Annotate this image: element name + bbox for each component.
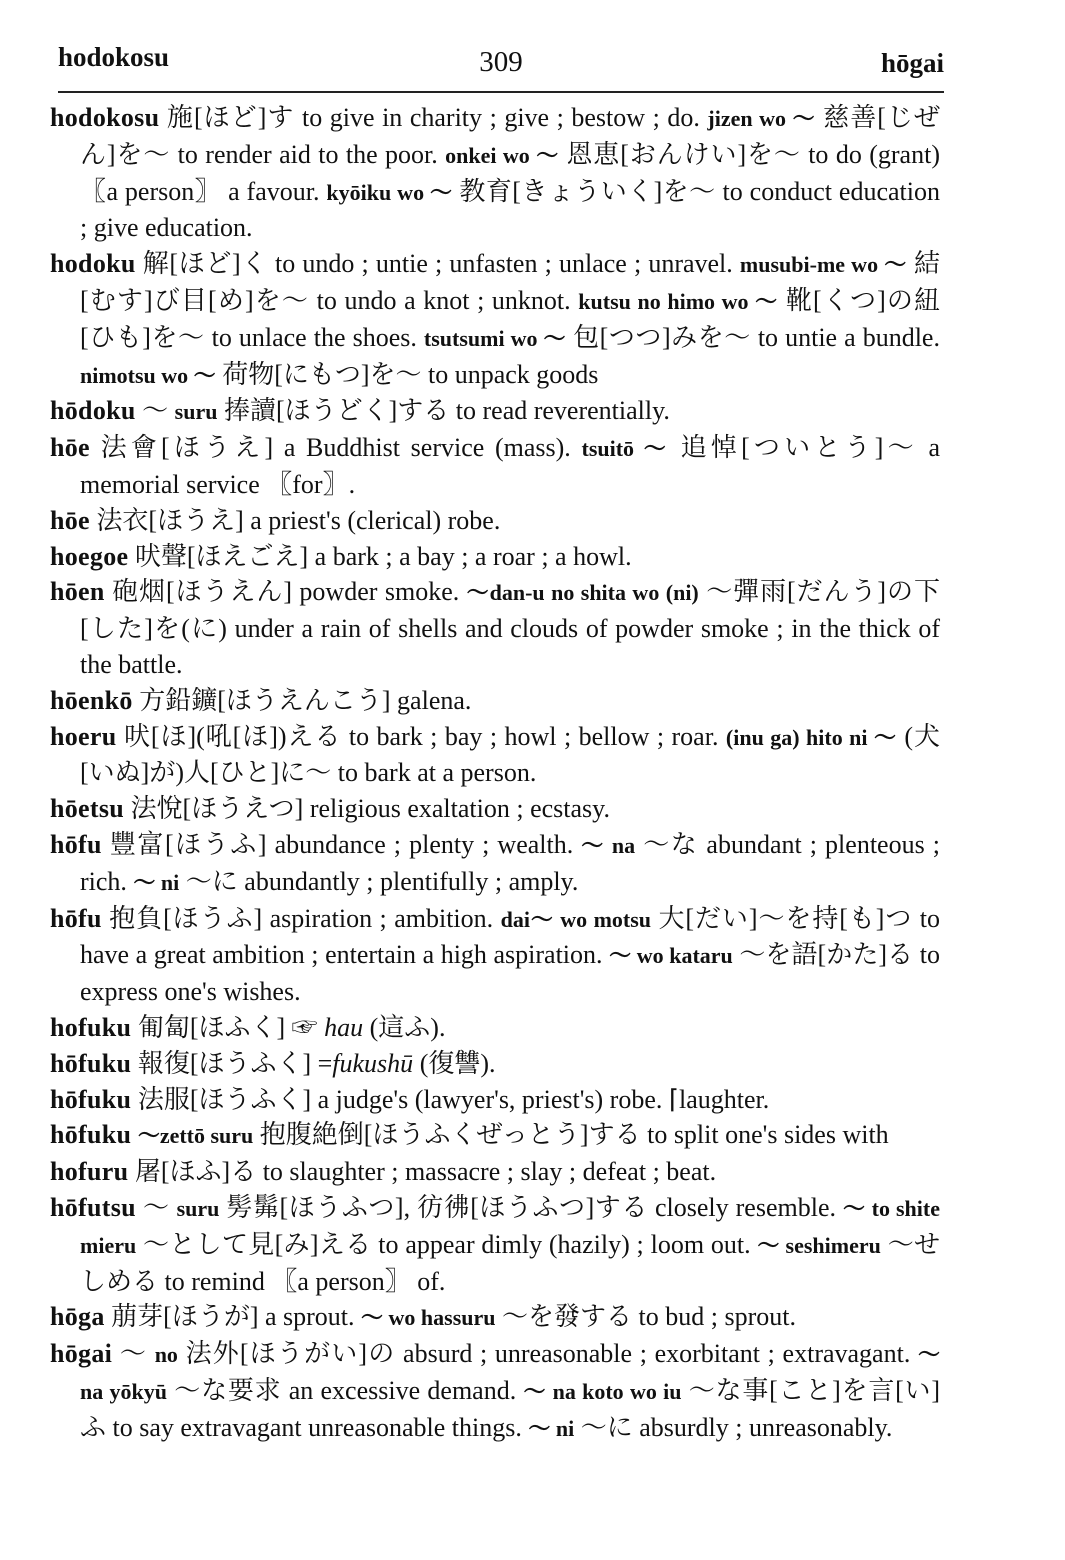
definition-text: 教育[きょういく]を～ to conduct education ; give education. [80, 176, 940, 243]
definition-text: 豐富[ほうふ] abundance ; plenty ; wealth. [101, 829, 582, 859]
romanized-phrase: ～ ni [528, 1415, 575, 1441]
romanized-phrase: onkei wo ～ [445, 142, 560, 168]
definition-text: 報復[ほうふく] = [131, 1048, 333, 1078]
definition-text: ～ [135, 396, 175, 426]
definition-text: 屠[ほふ]る to slaughter ; massacre ; slay ; defeat ; beat. [128, 1157, 717, 1187]
dictionary-entry [50, 1046, 940, 1082]
page-header [58, 42, 944, 86]
definition-text: 法服[ほうふく] a judge's (lawyer's, priest's) robe. ⌈laughter. [131, 1084, 770, 1114]
dictionary-entry [50, 827, 940, 901]
dictionary-entry [50, 246, 940, 393]
romanized-phrase: tsutsumi wo ～ [423, 325, 567, 351]
dictionary-entry [50, 1336, 940, 1446]
dictionary-entry [50, 1117, 940, 1154]
romanized-phrase: suru [176, 1195, 220, 1221]
dictionary-entry [50, 1190, 940, 1299]
romanized-phrase: nimotsu wo ～ [80, 362, 216, 388]
romanized-phrase: kutsu no himo wo ～ [578, 288, 779, 314]
entry-headword: hofuku [50, 1012, 132, 1042]
romanized-phrase: ～ na yōkyū [80, 1342, 940, 1404]
romanized-phrase: ～zettō suru [137, 1123, 254, 1149]
definition-text: 慈善[じぜん]を～ to render aid to the poor. [80, 103, 940, 169]
definition-text: ～せしめる to remind 〖a person〗 of. [80, 1229, 941, 1296]
romanized-phrase: ～ seshimeru [757, 1232, 881, 1258]
entry-headword: hōfutsu [50, 1192, 136, 1222]
romanized-phrase: ～ wo kataru [609, 943, 733, 969]
entry-headword: hoeru [50, 721, 117, 751]
entry-headword: hōfuku [50, 1048, 132, 1078]
entry-list [50, 100, 940, 1446]
definition-text: 法外[ほうがい]の absurd ; unreasonable ; exorbitant ; extravagant. [177, 1339, 918, 1369]
romanized-phrase: tsuitō ～ [581, 436, 670, 462]
entry-headword: hodokosu [50, 103, 160, 132]
entry-headword: hōetsu [50, 794, 125, 824]
entry-headword: hōe [50, 433, 90, 463]
definition-text: ～な事[こと]を言[い]ふ to say extravagant unreasonable things. [80, 1375, 940, 1442]
header-left-guideword: hodokosu [58, 42, 170, 72]
definition-text: 法會[ほうえ] a Buddhist service (mass). [89, 433, 582, 463]
dictionary-entry [50, 100, 940, 246]
dictionary-entry [50, 503, 940, 539]
dictionary-entry [50, 1082, 940, 1118]
definition-text: 荷物[にもつ]を～ to unpack goods [215, 359, 599, 389]
definition-text: 抱腹絶倒[ほうふくぜっとう]する to split one's sides with [253, 1120, 889, 1150]
definition-text: 包[つつ]みを～ to untie a bundle. [566, 322, 940, 352]
romanized-phrase: ～ na koto wo iu [523, 1378, 682, 1404]
definition-text: 靴[くつ]の紐[ひも]を～ to unlace the shoes. [80, 285, 940, 352]
romanized-phrase: ～ wo hassuru [361, 1305, 496, 1331]
entry-headword: hoegoe [50, 541, 129, 571]
entry-headword: hodoku [50, 249, 136, 279]
romanized-phrase: ～dan-u no shita wo (ni) [466, 580, 699, 606]
entry-headword: hofuru [50, 1157, 129, 1187]
romanized-phrase: jizen wo ～ [707, 106, 816, 131]
romanized-phrase: musubi-me wo ～ [739, 252, 907, 278]
dictionary-entry [50, 393, 940, 430]
entry-headword: hōgai [50, 1339, 113, 1369]
dictionary-entry [50, 791, 940, 827]
definition-text: 吠[ほ](吼[ほ])える to bark ; bay ; howl ; bellow ; roar. [116, 721, 726, 751]
dictionary-entry [50, 1154, 940, 1190]
definition-text: 方鉛鑛[ほうえんこう] galena. [132, 685, 472, 715]
definition-text: ～を發する to bud ; sprout. [495, 1302, 796, 1332]
entry-headword: hōfuku [50, 1084, 132, 1114]
definition-text: 髣髴[ほうふつ], 彷彿[ほうふつ]する closely resemble. [219, 1192, 844, 1222]
definition-text: (這ふ). [363, 1012, 446, 1042]
definition-text: ～彈雨[だんう]の下[した]を(に) under a rain of shells and clouds of powder smoke ; in the thick of the battle. [80, 577, 940, 679]
romanized-phrase: no [154, 1342, 178, 1368]
definition-text: ～に abundantly ; plentifully ; amply. [179, 866, 579, 896]
definition-text: ～ [112, 1339, 155, 1369]
romanized-phrase: dai～ wo motsu [500, 906, 652, 932]
definition-text: 大[だい]～を持[も]つ to have a great ambition ; entertain a high aspiration. [80, 903, 940, 970]
entry-headword: hōe [50, 505, 90, 535]
entry-headword: hōfuku [50, 1120, 132, 1150]
dictionary-entry [50, 574, 940, 682]
romanized-phrase: (inu ga) hito ni ～ [725, 724, 897, 750]
cross-reference: hau [324, 1012, 364, 1042]
definition-text: (復讐). [413, 1048, 496, 1078]
definition-text: 砲烟[ほうえん] powder smoke. [104, 577, 467, 607]
definition-text: 解[ほど]く to undo ; untie ; unfasten ; unlace ; unravel. [135, 249, 740, 279]
dictionary-entry [50, 1010, 940, 1046]
dictionary-entry [50, 901, 940, 1010]
definition-text: ～な abundant ; plenteous ; rich. [80, 829, 940, 896]
dictionary-entry [50, 430, 940, 503]
entry-headword: hōfu [50, 903, 102, 933]
definition-text: (犬[いぬ]が)人[ひと]に～ to bark at a person. [80, 721, 940, 788]
definition-text: 結[むす]び目[め]を～ to undo a knot ; unknot. [80, 249, 940, 315]
definition-text: ～を語[かた]る to express one's wishes. [80, 940, 940, 1007]
definition-text: 法衣[ほうえ] a priest's (clerical) robe. [89, 505, 501, 535]
definition-text: 法悅[ほうえつ] religious exaltation ; ecstasy. [124, 794, 610, 824]
entry-headword: hōen [50, 577, 105, 607]
header-right-guideword: hōgai [880, 48, 944, 78]
definition-text: 吠聲[ほえごえ] a bark ; a bay ; a roar ; a howl. [128, 541, 632, 571]
definition-text: 匍匐[ほふく] ☞ [131, 1012, 325, 1042]
entry-headword: hōdoku [50, 396, 136, 426]
cross-reference: fukushū [332, 1048, 414, 1078]
definition-text: 恩恵[おんけい]を～ to do (grant) 〖a person〗 a favour. [80, 139, 940, 206]
definition-text: ～に absurdly ; unreasonably. [574, 1412, 893, 1442]
definition-text: 萠芽[ほうが] a sprout. [104, 1302, 362, 1332]
definition-text: 抱負[ほうふ] aspiration ; ambition. [101, 903, 501, 933]
definition-text: 施[ほど]す to give in charity ; give ; bestow ; do. [159, 103, 708, 132]
entry-headword: hōenkō [50, 685, 133, 715]
definition-text: 捧讀[ほうどく]する to read reverentially. [217, 396, 670, 426]
definition-text: ～ [135, 1192, 177, 1222]
definition-text: 追悼[ついとう]～ a memorial service 〖for〗. [80, 433, 941, 499]
dictionary-entry [50, 1299, 940, 1336]
entry-headword: hōga [50, 1302, 105, 1332]
dictionary-entry [50, 683, 940, 719]
definition-text: ～として見[み]える to appear dimly (hazily) ; loom out. [136, 1229, 758, 1259]
page-number: 309 [479, 46, 523, 78]
dictionary-entry [50, 539, 940, 575]
romanized-phrase: ～ ni [133, 869, 180, 895]
header-rule [58, 91, 944, 93]
romanized-phrase: ～ to shite mieru [80, 1195, 940, 1258]
dictionary-entry [50, 719, 940, 792]
romanized-phrase: kyōiku wo ～ [326, 179, 453, 205]
romanized-phrase: suru [174, 399, 218, 425]
romanized-phrase: ～ na [581, 832, 636, 858]
definition-text: ～な要求 an excessive demand. [167, 1375, 524, 1405]
entry-headword: hōfu [50, 829, 102, 859]
